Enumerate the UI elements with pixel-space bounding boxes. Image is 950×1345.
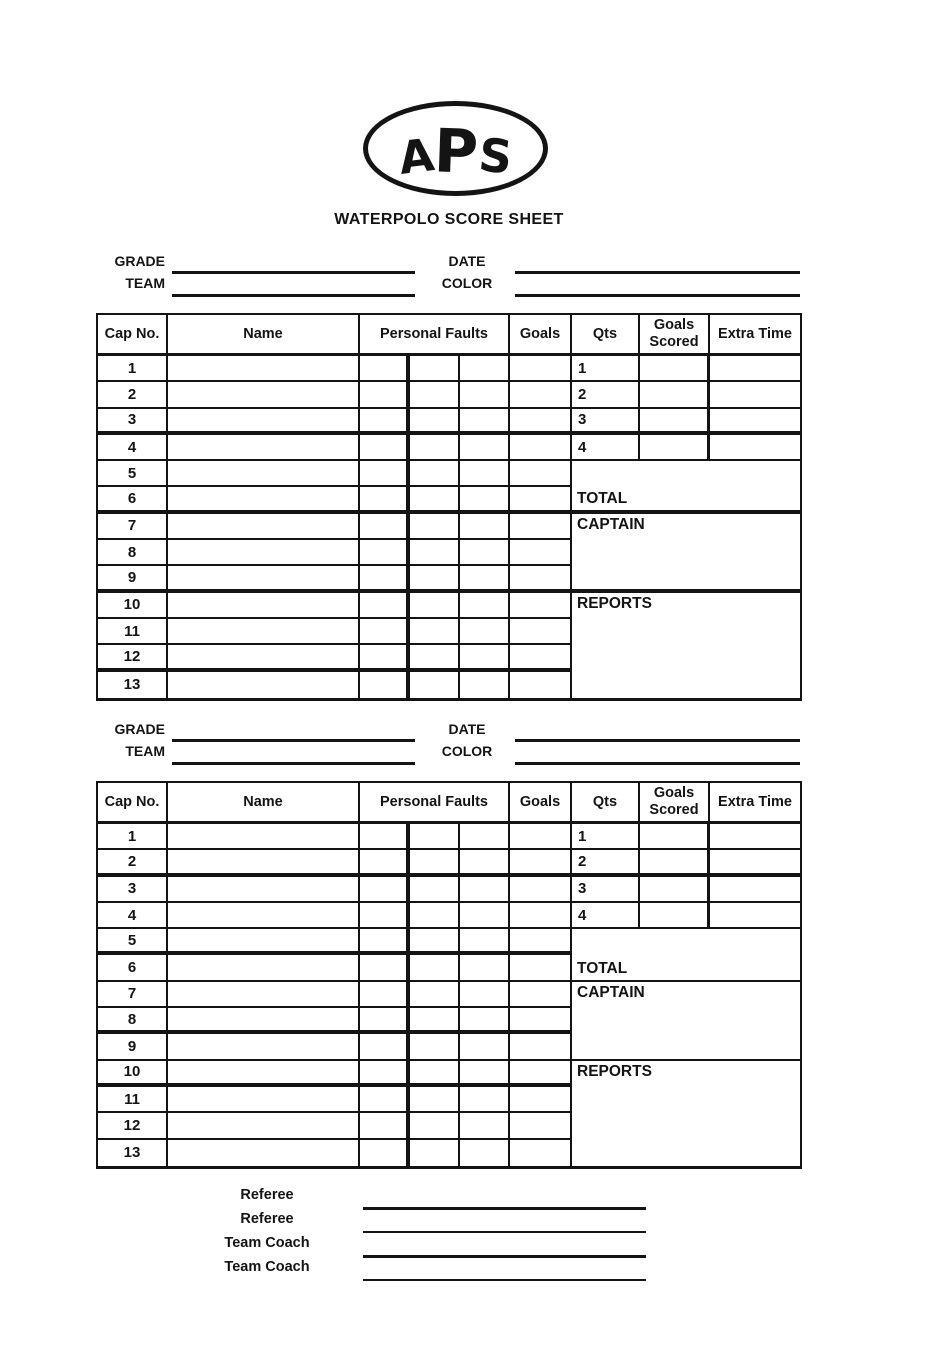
cap-no-header: Cap No. (98, 315, 168, 353)
player-row (98, 593, 572, 619)
quarter-row (572, 850, 800, 876)
fault-cell[interactable] (410, 877, 460, 901)
team-input-line[interactable] (172, 275, 415, 297)
team-input-line[interactable] (172, 743, 415, 765)
name-cell[interactable] (168, 929, 360, 951)
cap-no-cell: 6 (98, 955, 168, 979)
fault-cell[interactable] (460, 619, 510, 643)
fault-cell[interactable] (360, 903, 410, 927)
goals-cell[interactable] (510, 955, 572, 979)
cap-no-cell: 2 (98, 382, 168, 406)
quarter-cell[interactable] (572, 356, 640, 380)
cap-no-cell: 1 (98, 356, 168, 380)
name-cell[interactable] (168, 435, 360, 459)
quarter-cell[interactable] (572, 877, 640, 901)
name-cell[interactable] (168, 982, 360, 1006)
fault-cell[interactable] (460, 382, 510, 406)
fault-cell[interactable] (460, 850, 510, 872)
goals-cell[interactable] (510, 1008, 572, 1030)
fault-cell[interactable] (460, 514, 510, 538)
goals-cell[interactable] (510, 877, 572, 901)
player-row (98, 929, 572, 955)
player-row (98, 824, 572, 850)
grade-input-line[interactable] (172, 252, 415, 274)
color-input-line[interactable] (515, 743, 800, 765)
team-coach-signature-line[interactable] (363, 1236, 646, 1258)
cap-no-cell: 7 (98, 982, 168, 1006)
fault-cell[interactable] (410, 1140, 460, 1166)
fault-cell[interactable] (410, 824, 460, 848)
table-header-row (572, 783, 800, 824)
team-info-fields-1 (98, 252, 800, 298)
name-cell[interactable] (168, 540, 360, 564)
team-info-fields-2 (98, 720, 800, 766)
fault-cell[interactable] (460, 982, 510, 1006)
signature-row (0, 1258, 950, 1282)
date-label: DATE (448, 253, 486, 269)
extra-time-cell[interactable] (710, 824, 800, 848)
name-cell[interactable] (168, 1140, 360, 1166)
quarters-panel (572, 315, 800, 698)
fault-cell[interactable] (410, 903, 460, 927)
fault-cell[interactable] (410, 619, 460, 643)
score-table-1 (96, 313, 802, 701)
goals-cell[interactable] (510, 929, 572, 951)
total-label: TOTAL (577, 489, 628, 507)
fault-cell[interactable] (360, 1034, 410, 1058)
quarter-cell[interactable] (572, 824, 640, 848)
fault-cell[interactable] (410, 672, 460, 698)
color-input-line[interactable] (515, 275, 800, 297)
fault-cell[interactable] (410, 514, 460, 538)
quarter-row (572, 382, 800, 408)
fault-cell[interactable] (360, 514, 410, 538)
extra-time-header: Extra Time (718, 325, 792, 342)
goals-scored-cell[interactable] (640, 435, 710, 459)
team-coach-label: Team Coach (224, 1259, 310, 1275)
cap-no-cell: 6 (98, 487, 168, 509)
name-cell[interactable] (168, 566, 360, 588)
team-coach-signature-line[interactable] (363, 1260, 646, 1281)
fault-cell[interactable] (360, 877, 410, 901)
name-cell[interactable] (168, 645, 360, 667)
name-cell[interactable] (168, 824, 360, 848)
name-cell[interactable] (168, 1034, 360, 1058)
cap-no-cell: 10 (98, 593, 168, 617)
quarter-number: 2 (578, 852, 587, 870)
goals-scored-cell[interactable] (640, 356, 710, 380)
fault-cell[interactable] (360, 955, 410, 979)
goals-scored-cell[interactable] (640, 850, 710, 872)
goals-cell[interactable] (510, 382, 572, 406)
player-row (98, 1061, 572, 1087)
quarter-row (572, 824, 800, 850)
fault-cell[interactable] (360, 382, 410, 406)
cap-no-cell: 8 (98, 1008, 168, 1030)
extra-time-header: Extra Time (718, 793, 792, 810)
fault-cell[interactable] (460, 903, 510, 927)
quarter-row (572, 903, 800, 929)
cap-no-cell: 5 (98, 929, 168, 951)
goals-cell[interactable] (510, 850, 572, 872)
fault-cell[interactable] (410, 409, 460, 431)
player-row (98, 487, 572, 513)
quarter-number: 1 (578, 827, 587, 845)
cap-no-cell: 10 (98, 1061, 168, 1083)
fault-cell[interactable] (360, 824, 410, 848)
goals-cell[interactable] (510, 566, 572, 588)
fault-cell[interactable] (460, 435, 510, 459)
fault-cell[interactable] (360, 461, 410, 485)
goals-cell[interactable] (510, 1061, 572, 1083)
total-area[interactable] (572, 929, 800, 982)
referee-label: Referee (240, 1211, 294, 1227)
cap-no-cell: 4 (98, 903, 168, 927)
goals-header: Goals (510, 315, 572, 353)
cap-no-cell: 12 (98, 645, 168, 667)
fault-cell[interactable] (460, 1140, 510, 1166)
goals-scored-cell[interactable] (640, 382, 710, 406)
team-label: TEAM (125, 275, 165, 291)
fault-cell[interactable] (410, 1113, 460, 1137)
quarter-number: 4 (578, 906, 587, 924)
cap-no-cell: 9 (98, 1034, 168, 1058)
goals-cell[interactable] (510, 461, 572, 485)
player-row (98, 619, 572, 645)
goals-scored-cell[interactable] (640, 409, 710, 431)
goals-cell[interactable] (510, 435, 572, 459)
reports-area[interactable] (572, 593, 800, 698)
goals-cell[interactable] (510, 982, 572, 1006)
fault-cell[interactable] (360, 929, 410, 951)
goals-cell[interactable] (510, 903, 572, 927)
captain-label: CAPTAIN (577, 515, 645, 533)
quarter-number: 3 (578, 411, 587, 429)
fault-cell[interactable] (360, 409, 410, 431)
fault-cell[interactable] (360, 1113, 410, 1137)
name-header: Name (168, 783, 360, 821)
goals-cell[interactable] (510, 824, 572, 848)
extra-time-cell[interactable] (710, 850, 800, 872)
fault-cell[interactable] (360, 672, 410, 698)
cap-no-cell: 13 (98, 672, 168, 698)
quarters-panel (572, 783, 800, 1166)
quarter-number: 4 (578, 438, 587, 456)
name-cell[interactable] (168, 356, 360, 380)
goals-cell[interactable] (510, 1140, 572, 1166)
fault-cell[interactable] (360, 619, 410, 643)
goals-cell[interactable] (510, 487, 572, 509)
name-cell[interactable] (168, 955, 360, 979)
player-row (98, 461, 572, 487)
fault-cell[interactable] (460, 645, 510, 667)
cap-no-cell: 12 (98, 1113, 168, 1137)
signature-row (0, 1210, 950, 1234)
quarter-row (572, 877, 800, 903)
referee-signature-line[interactable] (363, 1212, 646, 1233)
cap-no-cell: 8 (98, 540, 168, 564)
fault-cell[interactable] (460, 409, 510, 431)
extra-time-cell[interactable] (710, 435, 800, 459)
fault-cell[interactable] (410, 356, 460, 380)
fault-cell[interactable] (460, 487, 510, 509)
quarter-row (572, 356, 800, 382)
fault-cell[interactable] (460, 877, 510, 901)
goals-cell[interactable] (510, 593, 572, 617)
quarter-row (572, 435, 800, 461)
player-row (98, 1140, 572, 1166)
total-label: TOTAL (577, 959, 628, 977)
name-cell[interactable] (168, 1061, 360, 1083)
fault-cell[interactable] (460, 1008, 510, 1030)
goals-scored-header: Goals Scored (640, 315, 710, 353)
fault-cell[interactable] (410, 850, 460, 872)
fault-cell[interactable] (460, 540, 510, 564)
reports-label: REPORTS (577, 594, 652, 612)
player-row (98, 514, 572, 540)
player-row (98, 409, 572, 435)
cap-no-cell: 4 (98, 435, 168, 459)
fault-cell[interactable] (410, 593, 460, 617)
fault-cell[interactable] (410, 435, 460, 459)
quarter-number: 1 (578, 359, 587, 377)
fault-cell[interactable] (460, 461, 510, 485)
team-label: TEAM (125, 743, 165, 759)
signature-row (0, 1234, 950, 1258)
fault-cell[interactable] (410, 1034, 460, 1058)
name-cell[interactable] (168, 461, 360, 485)
fault-cell[interactable] (460, 1113, 510, 1137)
fault-cell[interactable] (410, 566, 460, 588)
fault-cell[interactable] (410, 982, 460, 1006)
goals-cell[interactable] (510, 672, 572, 698)
goals-cell[interactable] (510, 1087, 572, 1111)
name-cell[interactable] (168, 593, 360, 617)
extra-time-cell[interactable] (710, 877, 800, 901)
fault-cell[interactable] (410, 1008, 460, 1030)
captain-area[interactable] (572, 982, 800, 1061)
grade-input-line[interactable] (172, 720, 415, 742)
logo-letter: A (395, 128, 437, 185)
cap-no-header: Cap No. (98, 783, 168, 821)
player-row (98, 382, 572, 408)
player-row (98, 435, 572, 461)
qts-header: Qts (572, 783, 640, 821)
quarter-cell[interactable] (572, 903, 640, 927)
grade-label: GRADE (114, 253, 165, 269)
grade-label: GRADE (114, 721, 165, 737)
fault-cell[interactable] (360, 1061, 410, 1083)
player-row (98, 566, 572, 592)
page-title: WATERPOLO SCORE SHEET (334, 211, 564, 228)
goals-scored-cell[interactable] (640, 877, 710, 901)
date-input-line[interactable] (515, 720, 800, 742)
goals-scored-cell[interactable] (640, 903, 710, 927)
fault-cell[interactable] (460, 593, 510, 617)
fault-cell[interactable] (360, 356, 410, 380)
player-row (98, 1087, 572, 1113)
cap-no-cell: 13 (98, 1140, 168, 1166)
goals-cell[interactable] (510, 514, 572, 538)
player-grid (98, 783, 572, 1166)
quarter-number: 2 (578, 385, 587, 403)
color-label: COLOR (441, 275, 493, 291)
extra-time-cell[interactable] (710, 356, 800, 380)
goals-cell[interactable] (510, 1034, 572, 1058)
cap-no-cell: 7 (98, 514, 168, 538)
fault-cell[interactable] (360, 566, 410, 588)
cap-no-cell: 9 (98, 566, 168, 588)
quarter-cell[interactable] (572, 850, 640, 872)
player-row (98, 903, 572, 929)
fault-cell[interactable] (410, 382, 460, 406)
score-table-2 (96, 781, 802, 1169)
goals-cell[interactable] (510, 540, 572, 564)
fault-cell[interactable] (360, 645, 410, 667)
cap-no-cell: 5 (98, 461, 168, 485)
goals-scored-header: Goals Scored (640, 783, 710, 821)
fault-cell[interactable] (410, 645, 460, 667)
fault-cell[interactable] (460, 824, 510, 848)
goals-scored-cell[interactable] (640, 824, 710, 848)
fault-cell[interactable] (360, 1008, 410, 1030)
fault-cell[interactable] (460, 356, 510, 380)
fault-cell[interactable] (360, 435, 410, 459)
fault-cell[interactable] (360, 850, 410, 872)
referee-signature-line[interactable] (363, 1188, 646, 1210)
fault-cell[interactable] (460, 955, 510, 979)
quarter-cell[interactable] (572, 382, 640, 406)
name-cell[interactable] (168, 850, 360, 872)
player-row (98, 1034, 572, 1060)
name-cell[interactable] (168, 1113, 360, 1137)
aps-logo (363, 101, 548, 196)
signature-row (0, 1186, 950, 1210)
goals-cell[interactable] (510, 645, 572, 667)
cap-no-cell: 11 (98, 619, 168, 643)
goals-cell[interactable] (510, 619, 572, 643)
fault-cell[interactable] (460, 1061, 510, 1083)
name-cell[interactable] (168, 382, 360, 406)
signatures-block (0, 1186, 950, 1282)
extra-time-cell[interactable] (710, 903, 800, 927)
captain-label: CAPTAIN (577, 983, 645, 1001)
cap-no-cell: 1 (98, 824, 168, 848)
player-row (98, 1008, 572, 1034)
table-header-row (572, 315, 800, 356)
cap-no-cell: 3 (98, 409, 168, 431)
quarter-cell[interactable] (572, 435, 640, 459)
player-row (98, 540, 572, 566)
personal-faults-header: Personal Faults (360, 315, 510, 353)
fault-cell[interactable] (410, 955, 460, 979)
logo-letter: S (476, 127, 516, 185)
name-cell[interactable] (168, 487, 360, 509)
cap-no-cell: 3 (98, 877, 168, 901)
name-cell[interactable] (168, 1087, 360, 1111)
player-row (98, 356, 572, 382)
fault-cell[interactable] (460, 672, 510, 698)
name-header: Name (168, 315, 360, 353)
goals-header: Goals (510, 783, 572, 821)
fault-cell[interactable] (410, 540, 460, 564)
fault-cell[interactable] (360, 1140, 410, 1166)
name-cell[interactable] (168, 409, 360, 431)
reports-area[interactable] (572, 1061, 800, 1166)
name-cell[interactable] (168, 1008, 360, 1030)
fault-cell[interactable] (410, 487, 460, 509)
fault-cell[interactable] (460, 566, 510, 588)
player-row (98, 645, 572, 671)
logo-letter: P (433, 116, 480, 188)
team-coach-label: Team Coach (224, 1235, 310, 1251)
fault-cell[interactable] (460, 1034, 510, 1058)
name-cell[interactable] (168, 877, 360, 901)
personal-faults-header: Personal Faults (360, 783, 510, 821)
extra-time-cell[interactable] (710, 409, 800, 431)
quarter-row (572, 409, 800, 435)
quarter-cell[interactable] (572, 409, 640, 431)
fault-cell[interactable] (410, 1087, 460, 1111)
player-row (98, 877, 572, 903)
fault-cell[interactable] (360, 540, 410, 564)
cap-no-cell: 11 (98, 1087, 168, 1111)
fault-cell[interactable] (460, 929, 510, 951)
goals-cell[interactable] (510, 1113, 572, 1137)
fault-cell[interactable] (410, 1061, 460, 1083)
extra-time-cell[interactable] (710, 382, 800, 406)
player-row (98, 672, 572, 698)
name-cell[interactable] (168, 619, 360, 643)
player-row (98, 955, 572, 981)
name-cell[interactable] (168, 514, 360, 538)
date-label: DATE (448, 721, 486, 737)
fault-cell[interactable] (360, 982, 410, 1006)
date-input-line[interactable] (515, 252, 800, 274)
player-row (98, 982, 572, 1008)
qts-header: Qts (572, 315, 640, 353)
color-label: COLOR (441, 743, 493, 759)
referee-label: Referee (240, 1187, 294, 1203)
player-grid (98, 315, 572, 698)
table-header-row (98, 783, 572, 824)
reports-label: REPORTS (577, 1062, 652, 1080)
fault-cell[interactable] (410, 929, 460, 951)
fault-cell[interactable] (360, 593, 410, 617)
name-cell[interactable] (168, 672, 360, 698)
player-row (98, 850, 572, 876)
quarter-number: 3 (578, 880, 587, 898)
total-area[interactable] (572, 461, 800, 514)
player-row (98, 1113, 572, 1139)
goals-cell[interactable] (510, 356, 572, 380)
table-header-row (98, 315, 572, 356)
fault-cell[interactable] (460, 1087, 510, 1111)
fault-cell[interactable] (360, 1087, 410, 1111)
fault-cell[interactable] (360, 487, 410, 509)
goals-cell[interactable] (510, 409, 572, 431)
name-cell[interactable] (168, 903, 360, 927)
fault-cell[interactable] (410, 461, 460, 485)
cap-no-cell: 2 (98, 850, 168, 872)
captain-area[interactable] (572, 514, 800, 593)
